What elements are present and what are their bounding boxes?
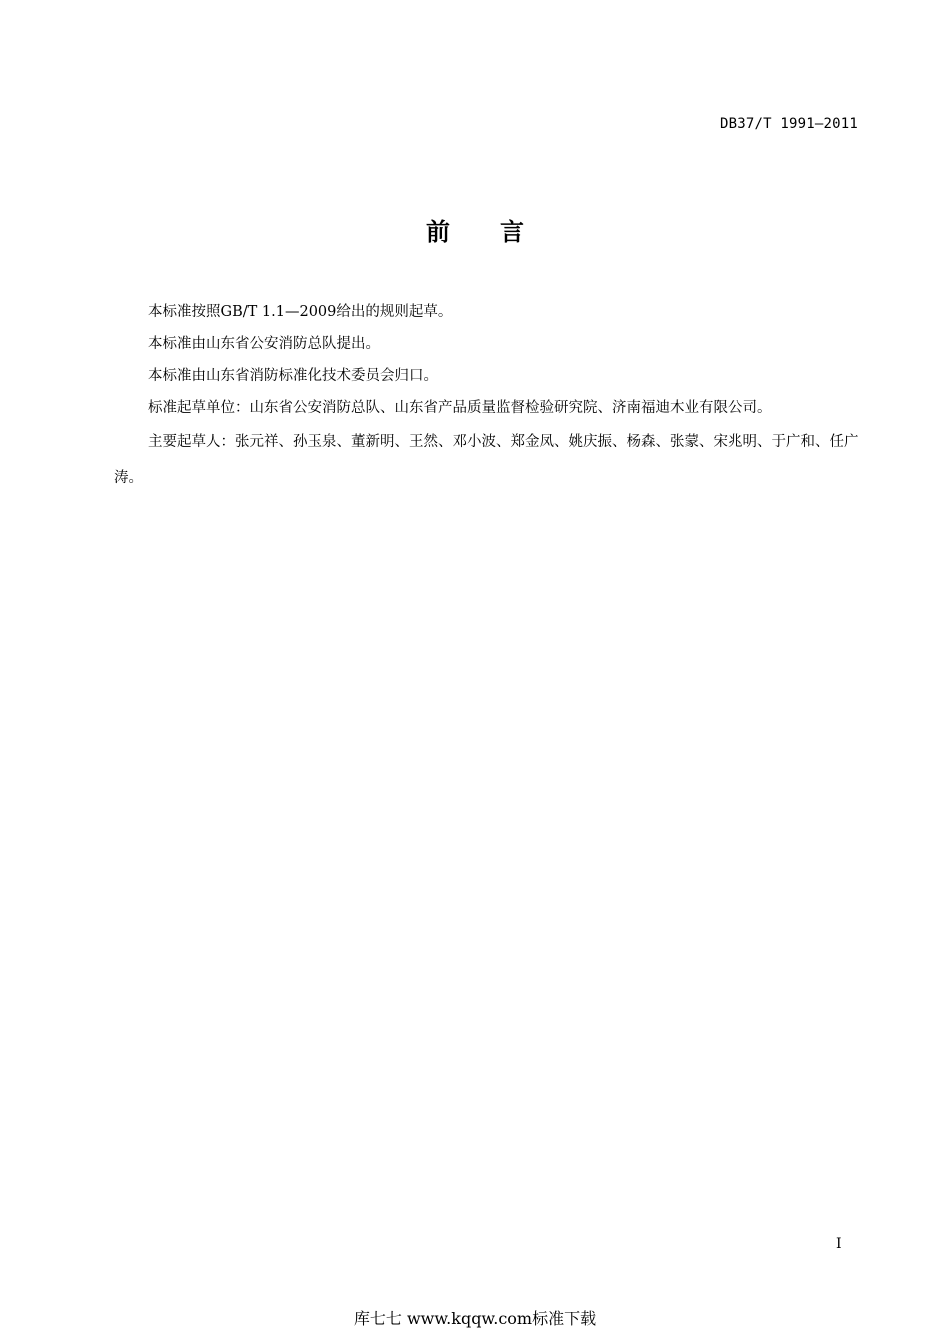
paragraph-proposer: 本标准由山东省公安消防总队提出。	[148, 336, 380, 352]
paragraph-drafting-units: 标准起草单位：山东省公安消防总队、山东省产品质量监督检验研究院、济南福迪木业有限公司。	[148, 400, 772, 416]
footer-watermark: 库七七 www.kqqw.com标准下载	[353, 1309, 597, 1328]
document-code: DB37/T 1991—2011	[719, 116, 858, 132]
paragraph-drafting-rules: 本标准按照GB/T 1.1—2009给出的规则起草。	[148, 304, 453, 320]
paragraph-drafters: 主要起草人：张元祥、孙玉泉、董新明、王然、邓小波、郑金凤、姚庆振、杨森、张蒙、宋兆明、于广和、任广涛。	[114, 434, 859, 486]
document-body	[114, 296, 864, 496]
page-title: 前言	[426, 218, 574, 246]
page-number: I	[836, 1236, 842, 1252]
paragraph-administrator: 本标准由山东省消防标准化技术委员会归口。	[148, 368, 438, 384]
